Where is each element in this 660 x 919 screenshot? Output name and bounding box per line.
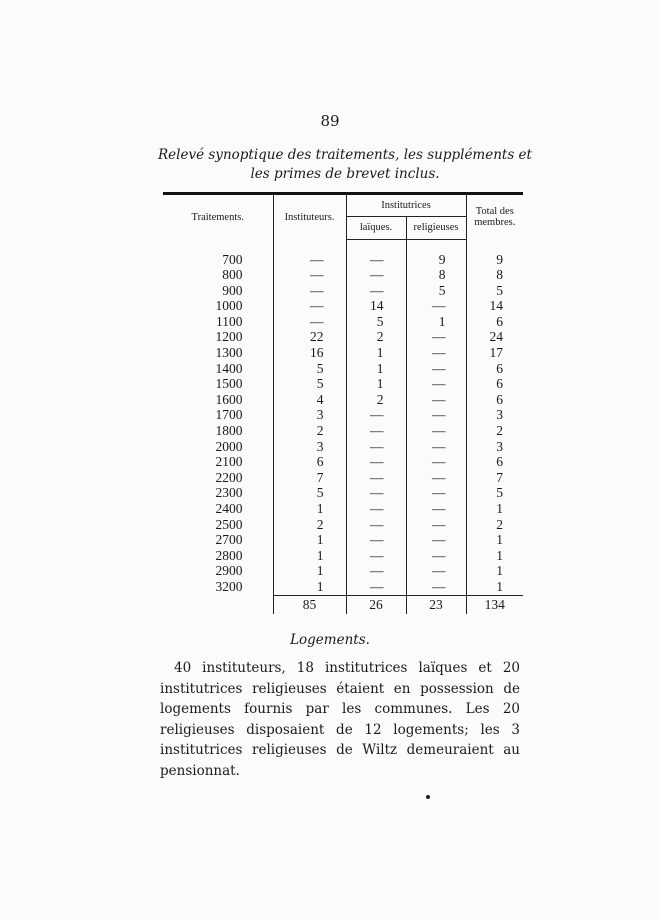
row-traitement-cell: 1100	[163, 314, 273, 330]
row-traitement-cell: 1700	[163, 407, 273, 423]
row-instituteurs-cell: 1	[273, 563, 346, 579]
table-title: Relevé synoptique des traitements, les suppléments et les primes de brevet inclus.	[158, 147, 532, 182]
ink-dot	[426, 795, 430, 799]
row-laiques-cell: —	[346, 407, 406, 423]
table-row	[163, 314, 523, 330]
row-total-cell: 6	[496, 376, 504, 392]
table-row	[163, 548, 523, 564]
row-laiques-cell: —	[346, 501, 406, 517]
row-laiques-cell: —	[346, 532, 406, 548]
row-religieuses-cell: —	[406, 532, 466, 548]
row-total-cell: 14	[489, 298, 504, 314]
row-religieuses-cell: —	[406, 361, 466, 377]
page-number: 89	[320, 112, 340, 130]
row-religieuses-cell: 5	[406, 283, 466, 299]
table-row	[163, 423, 523, 439]
row-laiques-cell: —	[346, 252, 406, 268]
row-traitement-cell: 1000	[163, 298, 273, 314]
row-instituteurs-cell: 1	[273, 548, 346, 564]
row-laiques-cell: 2	[346, 329, 406, 345]
table-row	[163, 563, 523, 579]
row-traitement-cell: 700	[163, 252, 273, 268]
row-religieuses-cell: —	[406, 454, 466, 470]
row-laiques-cell: 14	[346, 298, 406, 314]
row-traitement-cell: 3200	[163, 579, 273, 595]
row-total-cell: 24	[489, 329, 504, 345]
row-laiques-cell: 1	[346, 345, 406, 361]
row-laiques-cell: —	[346, 548, 406, 564]
row-total-cell: 9	[496, 251, 504, 267]
table-row	[163, 579, 523, 595]
section-subtitle: Logements.	[290, 632, 370, 648]
row-laiques-cell: —	[346, 485, 406, 501]
row-instituteurs-cell: —	[273, 252, 346, 268]
header-total: Total des membres.	[466, 194, 523, 240]
row-traitement-cell: 2200	[163, 470, 273, 486]
row-instituteurs-cell: 22	[273, 329, 346, 345]
row-religieuses-cell: 1	[406, 314, 466, 330]
total-membres: 134	[466, 595, 523, 614]
row-religieuses-cell: —	[406, 298, 466, 314]
row-religieuses-cell: —	[406, 579, 466, 595]
row-traitement-cell: 2300	[163, 485, 273, 501]
row-total-cell: 1	[496, 563, 504, 579]
row-total-cell: 6	[496, 360, 504, 376]
table-row	[163, 470, 523, 486]
row-traitement-cell: 2400	[163, 501, 273, 517]
table-row	[163, 283, 523, 299]
table-row	[163, 532, 523, 548]
row-religieuses-cell: —	[406, 376, 466, 392]
table-row	[163, 267, 523, 283]
row-instituteurs-cell: —	[273, 283, 346, 299]
row-traitement-cell: 2700	[163, 532, 273, 548]
row-instituteurs-cell: 2	[273, 517, 346, 533]
row-instituteurs-cell: 1	[273, 532, 346, 548]
row-religieuses-cell: —	[406, 470, 466, 486]
row-religieuses-cell: 9	[406, 252, 466, 268]
row-instituteurs-cell: 1	[273, 579, 346, 595]
row-traitement-cell: 1600	[163, 392, 273, 408]
table-row	[163, 439, 523, 455]
row-total-cell: 1	[496, 547, 504, 563]
row-instituteurs-cell: 5	[273, 485, 346, 501]
row-instituteurs-cell: —	[273, 314, 346, 330]
table-row	[163, 392, 523, 408]
row-total-cell: 5	[496, 282, 504, 298]
row-traitement-cell: 1300	[163, 345, 273, 361]
row-total-cell: 8	[496, 267, 504, 283]
row-instituteurs-cell: 6	[273, 454, 346, 470]
row-religieuses-cell: —	[406, 423, 466, 439]
salary-table-container	[163, 192, 523, 614]
total-instituteurs: 85	[273, 595, 346, 614]
body-paragraph: 40 instituteurs, 18 institutrices laïques et 20 institutrices religieuses étaient en possession de logements fournis par les communes. Les 20 religieuses disposaient de 12 logements; les 3 institutrices religieuses de Wiltz demeuraient au pensionnat.	[160, 660, 520, 779]
row-laiques-cell: —	[346, 439, 406, 455]
row-instituteurs-cell: —	[273, 298, 346, 314]
row-traitement-cell: 2800	[163, 548, 273, 564]
row-instituteurs-cell: 7	[273, 470, 346, 486]
row-instituteurs-cell: —	[273, 267, 346, 283]
row-laiques-cell: 1	[346, 376, 406, 392]
row-religieuses-cell: —	[406, 501, 466, 517]
table-row	[163, 485, 523, 501]
row-instituteurs-cell: 2	[273, 423, 346, 439]
row-laiques-cell: —	[346, 283, 406, 299]
row-traitement-cell: 2900	[163, 563, 273, 579]
table-row	[163, 298, 523, 314]
row-traitement-cell: 2000	[163, 439, 273, 455]
table-row	[163, 376, 523, 392]
row-total-cell: 1	[496, 532, 504, 548]
row-laiques-cell: —	[346, 454, 406, 470]
table-row	[163, 345, 523, 361]
table-row	[163, 517, 523, 533]
row-total-cell: 6	[496, 313, 504, 329]
salary-table	[163, 192, 523, 614]
row-total-cell: 6	[496, 391, 504, 407]
row-traitement-cell: 2500	[163, 517, 273, 533]
row-religieuses-cell: —	[406, 407, 466, 423]
row-laiques-cell: —	[346, 517, 406, 533]
table-row	[163, 407, 523, 423]
row-total-cell: 5	[496, 485, 504, 501]
row-laiques-cell: —	[346, 579, 406, 595]
row-instituteurs-cell: 4	[273, 392, 346, 408]
totals-label-cell	[163, 595, 273, 614]
row-total-cell: 3	[496, 407, 504, 423]
row-religieuses-cell: —	[406, 392, 466, 408]
header-traitements: Traitements.	[163, 194, 273, 240]
row-laiques-cell: 5	[346, 314, 406, 330]
row-laiques-cell: —	[346, 563, 406, 579]
row-traitement-cell: 900	[163, 283, 273, 299]
row-total-cell: 7	[496, 469, 504, 485]
row-religieuses-cell: —	[406, 517, 466, 533]
table-row	[163, 454, 523, 470]
row-traitement-cell: 1200	[163, 329, 273, 345]
table-row	[163, 361, 523, 377]
row-total-cell: 3	[496, 438, 504, 454]
table-row	[163, 501, 523, 517]
table-row	[163, 252, 523, 268]
row-traitement-cell: 1400	[163, 361, 273, 377]
row-instituteurs-cell: 16	[273, 345, 346, 361]
row-religieuses-cell: —	[406, 563, 466, 579]
row-religieuses-cell: —	[406, 345, 466, 361]
row-total-cell: 2	[496, 516, 504, 532]
row-total-cell: 1	[496, 501, 504, 516]
row-instituteurs-cell: 5	[273, 361, 346, 377]
header-religieuses: religieuses	[406, 217, 466, 239]
header-institutrices: Institutrices	[346, 194, 466, 217]
row-instituteurs-cell: 1	[273, 501, 346, 517]
row-instituteurs-cell: 3	[273, 439, 346, 455]
row-laiques-cell: —	[346, 423, 406, 439]
row-laiques-cell: 2	[346, 392, 406, 408]
table-row	[163, 329, 523, 345]
row-instituteurs-cell: 3	[273, 407, 346, 423]
row-traitement-cell: 800	[163, 267, 273, 283]
row-total-cell: 17	[489, 345, 504, 361]
row-laiques-cell: —	[346, 267, 406, 283]
row-total-cell: 1	[496, 578, 504, 594]
row-religieuses-cell: 8	[406, 267, 466, 283]
total-religieuses: 23	[406, 595, 466, 614]
header-laiques: laïques.	[346, 217, 406, 239]
row-instituteurs-cell: 5	[273, 376, 346, 392]
row-laiques-cell: 1	[346, 361, 406, 377]
total-laiques: 26	[346, 595, 406, 614]
row-total-cell: 2	[496, 423, 504, 439]
row-religieuses-cell: —	[406, 485, 466, 501]
row-traitement-cell: 1800	[163, 423, 273, 439]
row-total-cell: 6	[496, 454, 504, 470]
header-instituteurs: Instituteurs.	[273, 194, 346, 240]
row-religieuses-cell: —	[406, 329, 466, 345]
row-laiques-cell: —	[346, 470, 406, 486]
row-traitement-cell: 2100	[163, 454, 273, 470]
row-traitement-cell: 1500	[163, 376, 273, 392]
row-religieuses-cell: —	[406, 548, 466, 564]
row-religieuses-cell: —	[406, 439, 466, 455]
